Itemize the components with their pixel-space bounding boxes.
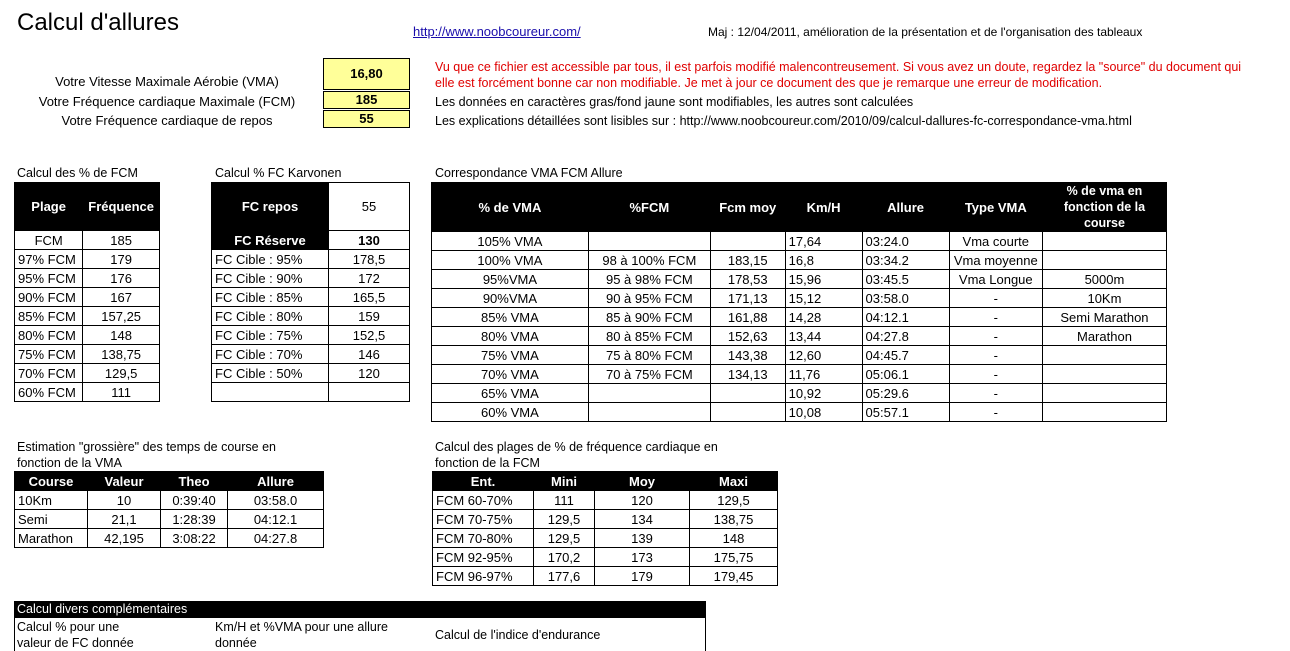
fcm-row: [15, 269, 160, 288]
fcm-row: [15, 307, 160, 326]
vma-row: [432, 251, 1167, 270]
vma-row: [432, 346, 1167, 365]
vma-header-fcm-moy: Fcm moy: [710, 183, 785, 232]
fcm-row-cell: 95% FCM: [15, 269, 83, 288]
vma-row-cell: [1042, 403, 1166, 422]
explanations-note: Les explications détaillées sont lisibles sur : http://www.noobcoureur.com/2010/09/calcul-dallures-fc-correspondance-vma.html: [435, 114, 1132, 128]
karvonen-row-cell: 159: [329, 307, 410, 326]
plages-row-cell: 129,5: [534, 510, 595, 529]
karvonen-row: [212, 307, 410, 326]
editable-note: Les données en caractères gras/fond jaune sont modifiables, les autres sont calculées: [435, 95, 914, 109]
plages-title-1: Calcul des plages de % de fréquence cardiaque en: [435, 440, 718, 454]
vma-row-cell: Marathon: [1042, 327, 1166, 346]
plages-row-cell: 129,5: [690, 491, 778, 510]
plages-row-cell: 111: [534, 491, 595, 510]
vma-row-cell: 75% VMA: [432, 346, 589, 365]
karvonen-row: [212, 288, 410, 307]
karvonen-row-cell: FC Cible : 80%: [212, 307, 329, 326]
plages-title-2: fonction de la FCM: [435, 456, 540, 470]
plages-row: [433, 529, 778, 548]
plages-row-cell: FCM 70-75%: [433, 510, 534, 529]
vma-row-cell: 03:34.2: [862, 251, 949, 270]
vma-row-cell: 70 à 75% FCM: [588, 365, 710, 384]
fcm-row-cell: 60% FCM: [15, 383, 83, 402]
estimation-header-course: Course: [15, 472, 88, 491]
vma-row-cell: 17,64: [785, 232, 862, 251]
vma-input[interactable]: 16,80: [323, 58, 410, 90]
vma-row: [432, 327, 1167, 346]
estimation-title-1: Estimation "grossière" des temps de course en: [17, 440, 276, 454]
fcm-table: [14, 182, 160, 402]
vma-row-cell: 15,12: [785, 289, 862, 308]
fcm-row-cell: 185: [83, 231, 160, 250]
vma-row-cell: 11,76: [785, 365, 862, 384]
fcm-row-cell: 129,5: [83, 364, 160, 383]
divers-title: Calcul divers complémentaires: [14, 601, 706, 618]
fcm-row-cell: 90% FCM: [15, 288, 83, 307]
karvonen-repos-label: FC repos: [212, 183, 329, 231]
vma-row: [432, 308, 1167, 327]
fcm-row-cell: 157,25: [83, 307, 160, 326]
karvonen-row-cell: 146: [329, 345, 410, 364]
plages-table: [432, 471, 778, 586]
fcm-row: [15, 345, 160, 364]
estimation-table: [14, 471, 324, 548]
plages-row-cell: 179: [595, 567, 690, 586]
vma-row-cell: 04:27.8: [862, 327, 949, 346]
estimation-row-cell: 1:28:39: [161, 510, 228, 529]
vma-row-cell: [710, 403, 785, 422]
vma-row-cell: 16,8: [785, 251, 862, 270]
vma-row-cell: 152,63: [710, 327, 785, 346]
plages-row-cell: 177,6: [534, 567, 595, 586]
fcm-input[interactable]: 185: [323, 91, 410, 109]
karvonen-row: [212, 326, 410, 345]
vma-table: [431, 182, 1167, 422]
vma-row-cell: 134,13: [710, 365, 785, 384]
plages-row-cell: FCM 60-70%: [433, 491, 534, 510]
plages-row-cell: 175,75: [690, 548, 778, 567]
vma-header-allure: Allure: [862, 183, 949, 232]
fcm-row-cell: 111: [83, 383, 160, 402]
estimation-row-cell: Semi: [15, 510, 88, 529]
estimation-row-cell: 03:58.0: [228, 491, 324, 510]
fcm-row-cell: 179: [83, 250, 160, 269]
fcm-row-cell: 70% FCM: [15, 364, 83, 383]
plages-row: [433, 548, 778, 567]
plages-row-cell: 179,45: [690, 567, 778, 586]
vma-row-cell: -: [949, 308, 1042, 327]
vma-row-cell: 98 à 100% FCM: [588, 251, 710, 270]
vma-row-cell: 10Km: [1042, 289, 1166, 308]
vma-row-cell: [710, 384, 785, 403]
vma-row-cell: [588, 232, 710, 251]
vma-row-cell: [1042, 384, 1166, 403]
karvonen-row-cell: 152,5: [329, 326, 410, 345]
fcm-row: [15, 231, 160, 250]
vma-row-cell: 5000m: [1042, 270, 1166, 289]
warning-line-1: Vu que ce fichier est accessible par tous, il est parfois modifié malencontreusement. Si vous avez un doute, regardez la "source" du document qui: [435, 60, 1242, 74]
vma-row-cell: -: [949, 346, 1042, 365]
vma-row-cell: 05:06.1: [862, 365, 949, 384]
vma-row-cell: 13,44: [785, 327, 862, 346]
karvonen-table: [211, 182, 410, 402]
fcm-label: Votre Fréquence cardiaque Maximale (FCM): [38, 94, 296, 109]
vma-row-cell: 15,96: [785, 270, 862, 289]
fcm-row-cell: 75% FCM: [15, 345, 83, 364]
vma-row-cell: 171,13: [710, 289, 785, 308]
vma-row-cell: 80% VMA: [432, 327, 589, 346]
plages-row-cell: 138,75: [690, 510, 778, 529]
vma-row-cell: Vma Longue: [949, 270, 1042, 289]
vma-row-cell: 12,60: [785, 346, 862, 365]
estimation-row-cell: Marathon: [15, 529, 88, 548]
estimation-title-2: fonction de la VMA: [17, 456, 122, 470]
vma-row-cell: [710, 232, 785, 251]
estimation-header-theo: Theo: [161, 472, 228, 491]
vma-row: [432, 289, 1167, 308]
vma-row-cell: 70% VMA: [432, 365, 589, 384]
estimation-row: [15, 529, 324, 548]
vma-row-cell: 10,08: [785, 403, 862, 422]
fcm-row: [15, 383, 160, 402]
vma-row: [432, 403, 1167, 422]
karvonen-row-cell: FC Cible : 70%: [212, 345, 329, 364]
vma-row-cell: 95%VMA: [432, 270, 589, 289]
divers-col2-line1: Km/H et %VMA pour une allure: [215, 620, 388, 634]
karvonen-row-cell: 120: [329, 364, 410, 383]
fcm-row-cell: 80% FCM: [15, 326, 83, 345]
divers-col2-line2: donnée: [215, 636, 257, 650]
vma-row-cell: 143,38: [710, 346, 785, 365]
vma-header-fcm: %FCM: [588, 183, 710, 232]
vma-row: [432, 270, 1167, 289]
vma-row-cell: 85 à 90% FCM: [588, 308, 710, 327]
vma-header-course: % de vma en fonction de la course: [1042, 183, 1166, 232]
update-note: Maj : 12/04/2011, amélioration de la présentation et de l'organisation des tableaux: [708, 25, 1143, 39]
estimation-row: [15, 491, 324, 510]
vma-row-cell: Vma courte: [949, 232, 1042, 251]
estimation-header-allure: Allure: [228, 472, 324, 491]
vma-row-cell: 90%VMA: [432, 289, 589, 308]
divers-col1-line1: Calcul % pour une: [17, 620, 120, 634]
fcm-row-cell: 176: [83, 269, 160, 288]
vma-row-cell: 03:45.5: [862, 270, 949, 289]
vma-row-cell: Semi Marathon: [1042, 308, 1166, 327]
fcm-header-plage: Plage: [15, 183, 83, 231]
estimation-row-cell: 42,195: [88, 529, 161, 548]
fcm-row: [15, 326, 160, 345]
vma-row-cell: Vma moyenne: [949, 251, 1042, 270]
plages-row-cell: 173: [595, 548, 690, 567]
vma-row-cell: 100% VMA: [432, 251, 589, 270]
vma-row-cell: [1042, 365, 1166, 384]
vma-table-title: Correspondance VMA FCM Allure: [435, 166, 623, 180]
fcm-row-cell: FCM: [15, 231, 83, 250]
vma-row-cell: 10,92: [785, 384, 862, 403]
fcm-row-cell: 167: [83, 288, 160, 307]
vma-row-cell: 04:45.7: [862, 346, 949, 365]
plages-row: [433, 567, 778, 586]
karvonen-row: [212, 250, 410, 269]
divers-col1-line2: valeur de FC donnée: [17, 636, 134, 650]
plages-row-cell: FCM 96-97%: [433, 567, 534, 586]
vma-row-cell: 178,53: [710, 270, 785, 289]
vma-row: [432, 232, 1167, 251]
vma-row-cell: [1042, 346, 1166, 365]
karvonen-row: [212, 269, 410, 288]
vma-row-cell: [588, 384, 710, 403]
estimation-row-cell: 21,1: [88, 510, 161, 529]
karvonen-title: Calcul % FC Karvonen: [215, 166, 342, 180]
karvonen-row-cell: 178,5: [329, 250, 410, 269]
vma-row-cell: 90 à 95% FCM: [588, 289, 710, 308]
fcm-row-cell: 97% FCM: [15, 250, 83, 269]
plages-row: [433, 491, 778, 510]
vma-row-cell: 161,88: [710, 308, 785, 327]
vma-header-pct: % de VMA: [432, 183, 589, 232]
karvonen-row-cell: FC Cible : 75%: [212, 326, 329, 345]
karvonen-repos-value: 55: [329, 183, 410, 231]
plages-header-mini: Mini: [534, 472, 595, 491]
estimation-row-cell: 04:27.8: [228, 529, 324, 548]
vma-header-type: Type VMA: [949, 183, 1042, 232]
karvonen-row-cell: FC Cible : 90%: [212, 269, 329, 288]
karvonen-row-cell: 165,5: [329, 288, 410, 307]
karvonen-empty-cell: [212, 383, 329, 402]
vma-row-cell: -: [949, 384, 1042, 403]
estimation-row-cell: 10: [88, 491, 161, 510]
repos-label: Votre Fréquence cardiaque de repos: [61, 113, 273, 128]
fcm-table-title: Calcul des % de FCM: [17, 166, 138, 180]
estimation-row: [15, 510, 324, 529]
plages-header-ent: Ent.: [433, 472, 534, 491]
karvonen-row-cell: 172: [329, 269, 410, 288]
plages-row-cell: 129,5: [534, 529, 595, 548]
page-title: Calcul d'allures: [17, 9, 179, 36]
plages-row-cell: 148: [690, 529, 778, 548]
warning-line-2: elle est forcément bonne car non modifiable. Je met à jour ce document des que je remarque une erreur de modification.: [435, 76, 1103, 90]
plages-row-cell: FCM 92-95%: [433, 548, 534, 567]
divers-left-border: [14, 618, 15, 651]
estimation-header-valeur: Valeur: [88, 472, 161, 491]
vma-row-cell: -: [949, 289, 1042, 308]
vma-row-cell: 04:12.1: [862, 308, 949, 327]
plages-row-cell: 134: [595, 510, 690, 529]
vma-row-cell: 03:24.0: [862, 232, 949, 251]
estimation-row-cell: 0:39:40: [161, 491, 228, 510]
plages-row-cell: FCM 70-80%: [433, 529, 534, 548]
fcm-row-cell: 148: [83, 326, 160, 345]
karvonen-reserve-value: 130: [329, 231, 410, 250]
karvonen-row: [212, 345, 410, 364]
karvonen-empty-cell: [329, 383, 410, 402]
vma-row: [432, 365, 1167, 384]
vma-row-cell: 95 à 98% FCM: [588, 270, 710, 289]
divers-right-border: [705, 618, 706, 651]
fcm-row: [15, 250, 160, 269]
fcm-row-cell: 85% FCM: [15, 307, 83, 326]
estimation-row-cell: 10Km: [15, 491, 88, 510]
vma-row-cell: 105% VMA: [432, 232, 589, 251]
vma-row-cell: 14,28: [785, 308, 862, 327]
karvonen-row-cell: FC Cible : 95%: [212, 250, 329, 269]
plages-row-cell: 120: [595, 491, 690, 510]
plages-row-cell: 139: [595, 529, 690, 548]
vma-row-cell: 75 à 80% FCM: [588, 346, 710, 365]
karvonen-row: [212, 364, 410, 383]
estimation-row-cell: 3:08:22: [161, 529, 228, 548]
vma-row-cell: -: [949, 365, 1042, 384]
vma-row-cell: 60% VMA: [432, 403, 589, 422]
vma-row-cell: 05:57.1: [862, 403, 949, 422]
vma-row-cell: 183,15: [710, 251, 785, 270]
fcm-header-frequence: Fréquence: [83, 183, 160, 231]
vma-row-cell: 85% VMA: [432, 308, 589, 327]
vma-row: [432, 384, 1167, 403]
plages-row: [433, 510, 778, 529]
divers-col3: Calcul de l'indice d'endurance: [435, 628, 601, 642]
karvonen-reserve-label: FC Réserve: [212, 231, 329, 250]
vma-row-cell: 03:58.0: [862, 289, 949, 308]
plages-row-cell: 170,2: [534, 548, 595, 567]
vma-row-cell: -: [949, 403, 1042, 422]
vma-header-kmh: Km/H: [785, 183, 862, 232]
repos-input[interactable]: 55: [323, 110, 410, 128]
estimation-row-cell: 04:12.1: [228, 510, 324, 529]
karvonen-row-cell: FC Cible : 50%: [212, 364, 329, 383]
fcm-row: [15, 288, 160, 307]
vma-row-cell: 05:29.6: [862, 384, 949, 403]
vma-row-cell: 80 à 85% FCM: [588, 327, 710, 346]
plages-header-maxi: Maxi: [690, 472, 778, 491]
plages-header-moy: Moy: [595, 472, 690, 491]
vma-label: Votre Vitesse Maximale Aérobie (VMA): [55, 74, 279, 89]
vma-row-cell: [1042, 232, 1166, 251]
fcm-row-cell: 138,75: [83, 345, 160, 364]
vma-row-cell: [588, 403, 710, 422]
vma-row-cell: 65% VMA: [432, 384, 589, 403]
karvonen-row-cell: FC Cible : 85%: [212, 288, 329, 307]
fcm-row: [15, 364, 160, 383]
site-link[interactable]: http://www.noobcoureur.com/: [413, 24, 581, 39]
vma-row-cell: [1042, 251, 1166, 270]
vma-row-cell: -: [949, 327, 1042, 346]
